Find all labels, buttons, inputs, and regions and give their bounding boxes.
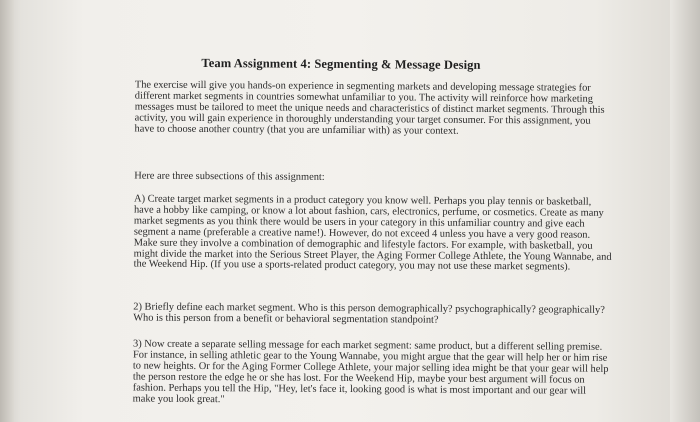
section-3-paragraph: 3) Now create a separate selling message for each market segment: same product, but a different selling premise. For instance, in selling athletic gear to the Young Wannabe, you might argue that the gear will help her or him rise to new heights. Or for the Aging Former College Athlete, your major selling idea might be that your gear will help the person restore the edge he or she has lost. For the Weekend Hip, maybe your best argument will focus on fashion. Perhaps you tell the Hip, "Hey, let's face it, looking good is what is most important and our gear will make you look great." <box>132 338 609 405</box>
section-a-paragraph: A) Create target market segments in a product category you know well. Perhaps you play tennis or basketball, have a hobby like camping, or know a lot about fashion, cars, electronics, perfume, or cosmetics. Create as many market segments as you think there would be users in your category in this unfamiliar country and give each segment a name (preferable a creative name!). However, do not exceed 4 unless you have a very good reason. Make sure they involve a combination of demographic and lifestyle factors. For example, with basketball, you might divide the market into the Serious Street Player, the Aging Former College Athlete, the Young Wannabe, and the Weekend Hip. (If you use a sports-related product category, you may not use these market segments). <box>133 193 612 274</box>
assignment-sheet <box>19 0 670 422</box>
intro-paragraph: The exercise will give you hands-on experience in segmenting markets and developing message strategies for different market segments in countries somewhat unfamiliar to you. The activity will reinforce how marketing messages must be tailored to meet the unique needs and characteristics of distinct market segments. Through this activity, you will gain experience in thoroughly understanding your target consumer. For this assignment, you have to choose another country (that you are unfamiliar with) as your context. <box>134 79 605 137</box>
page-shadow-left <box>0 0 14 422</box>
page-title: Team Assignment 4: Segmenting & Message Design <box>201 56 481 72</box>
section-2-paragraph: 2) Briefly define each market segment. Who is this person demographically? psychographically? geographically? Who is this person from a benefit or behavioral segmentation standpoint? <box>133 301 605 326</box>
page-shadow-right <box>670 0 700 422</box>
subsections-intro: Here are three subsections of this assignment: <box>134 170 325 183</box>
